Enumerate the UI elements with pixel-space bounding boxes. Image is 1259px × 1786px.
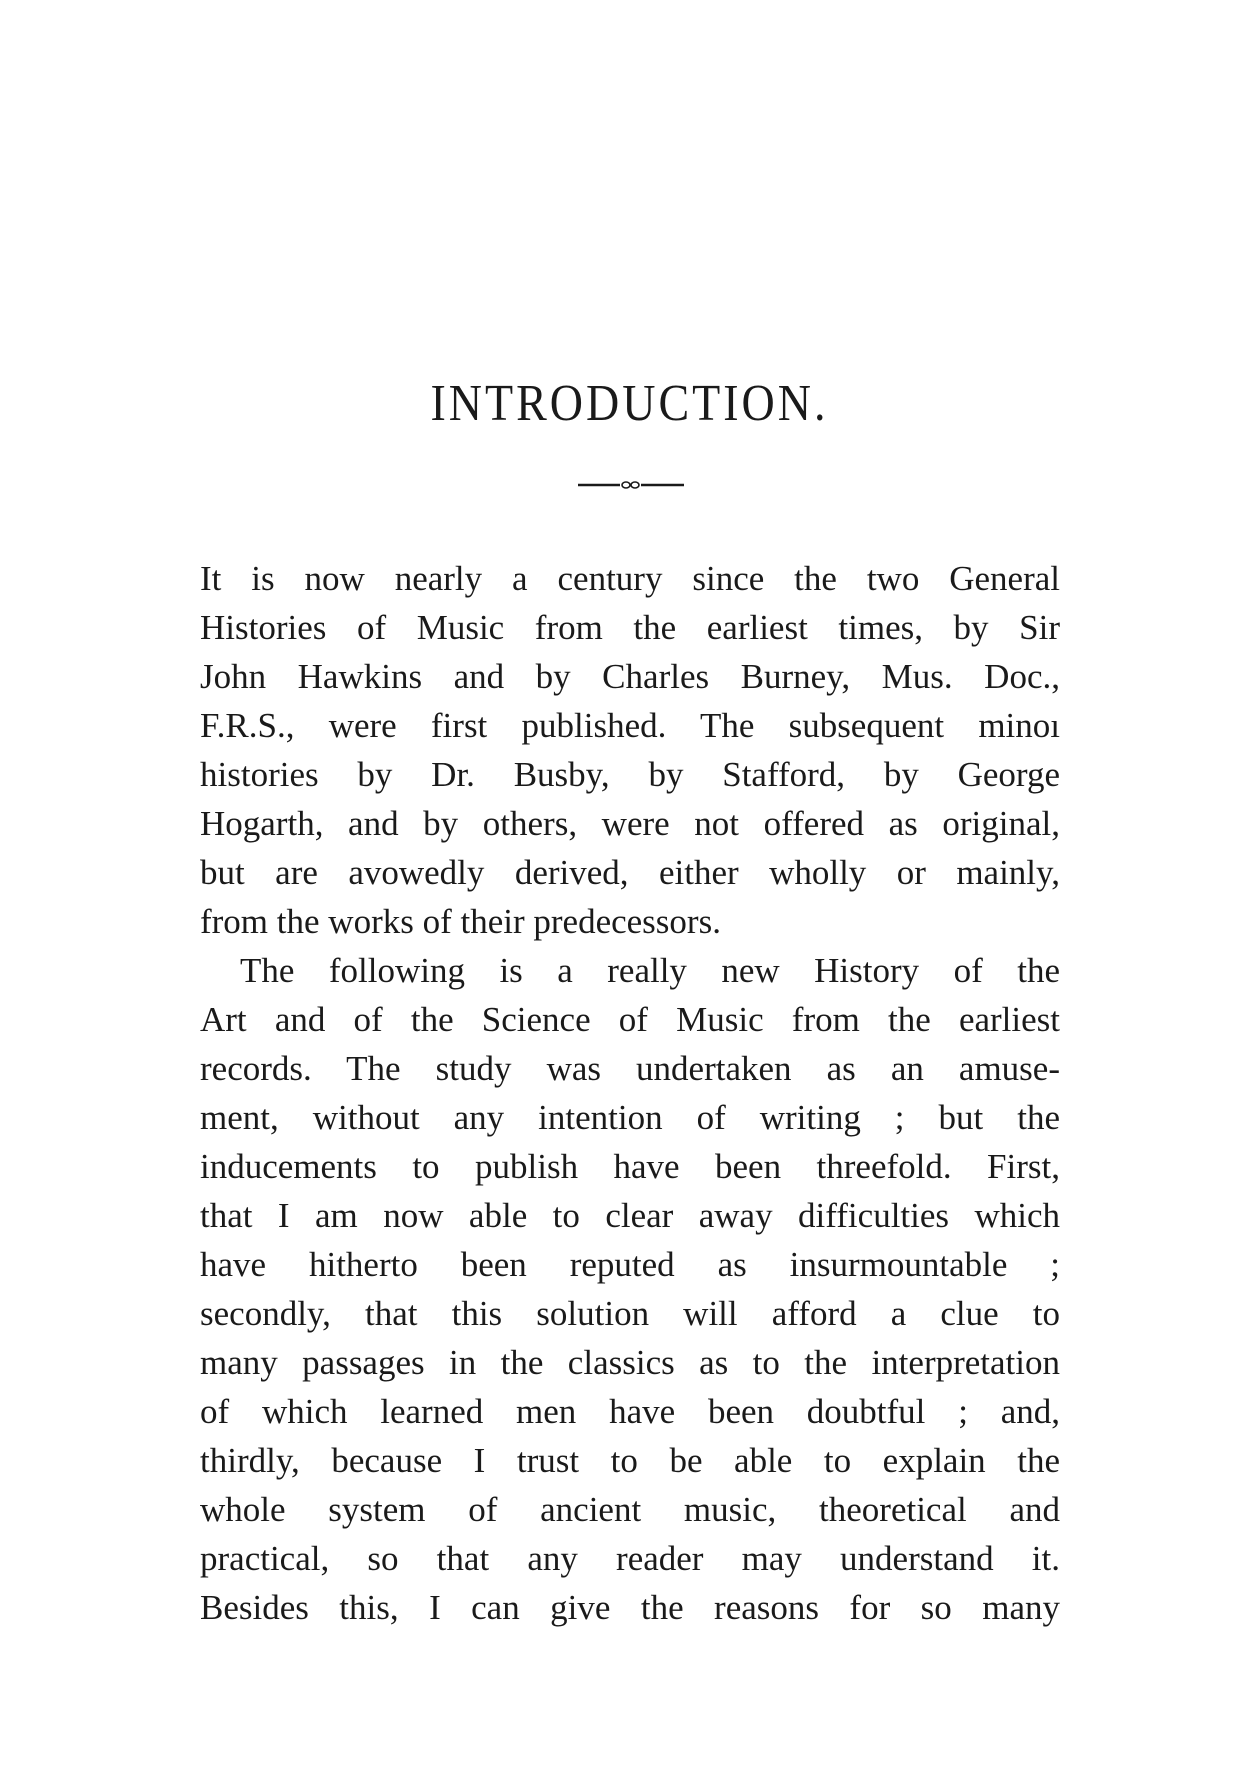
text-line: whole system of ancient music, theoretical and <box>200 1490 1060 1529</box>
text-line: F.R.S., were first published. The subsequent minoı <box>200 706 1060 745</box>
text-line: inducements to publish have been threefold. First, <box>200 1147 1060 1186</box>
text-line: histories by Dr. Busby, by Stafford, by George <box>200 755 1060 794</box>
text-line: practical, so that any reader may understand it. <box>200 1539 1060 1578</box>
text-line: records. The study was undertaken as an amuse- <box>200 1049 1060 1088</box>
paragraph-1 <box>200 554 1060 946</box>
text-line: from the works of their predecessors. <box>200 902 721 941</box>
text-line: of which learned men have been doubtful ; and, <box>200 1392 1060 1431</box>
text-line: have hitherto been reputed as insurmountable ; <box>200 1245 1060 1284</box>
text-line: Besides this, I can give the reasons for so many <box>200 1588 1060 1627</box>
text-line: It is now nearly a century since the two General <box>200 559 1060 598</box>
text-line: thirdly, because I trust to be able to explain the <box>200 1441 1060 1480</box>
text-line: Histories of Music from the earliest times, by Sir <box>200 608 1060 647</box>
text-line: many passages in the classics as to the interpretation <box>200 1343 1060 1382</box>
paragraph-2 <box>200 946 1060 1632</box>
text-line: ment, without any intention of writing ; but the <box>200 1098 1060 1137</box>
text-line: Hogarth, and by others, were not offered as original, <box>200 804 1060 843</box>
page-title: INTRODUCTION. <box>430 374 829 432</box>
text-line: The following is a really new History of the <box>240 951 1060 990</box>
text-line: secondly, that this solution will afford a clue to <box>200 1294 1060 1333</box>
text-line: but are avowedly derived, either wholly or mainly, <box>200 853 1060 892</box>
text-line: Art and of the Science of Music from the earliest <box>200 1000 1060 1039</box>
text-line: John Hawkins and by Charles Burney, Mus. Doc., <box>200 657 1060 696</box>
title-ornament-divider <box>578 478 684 492</box>
text-line: that I am now able to clear away difficulties which <box>200 1196 1060 1235</box>
body-text <box>200 554 1060 1632</box>
